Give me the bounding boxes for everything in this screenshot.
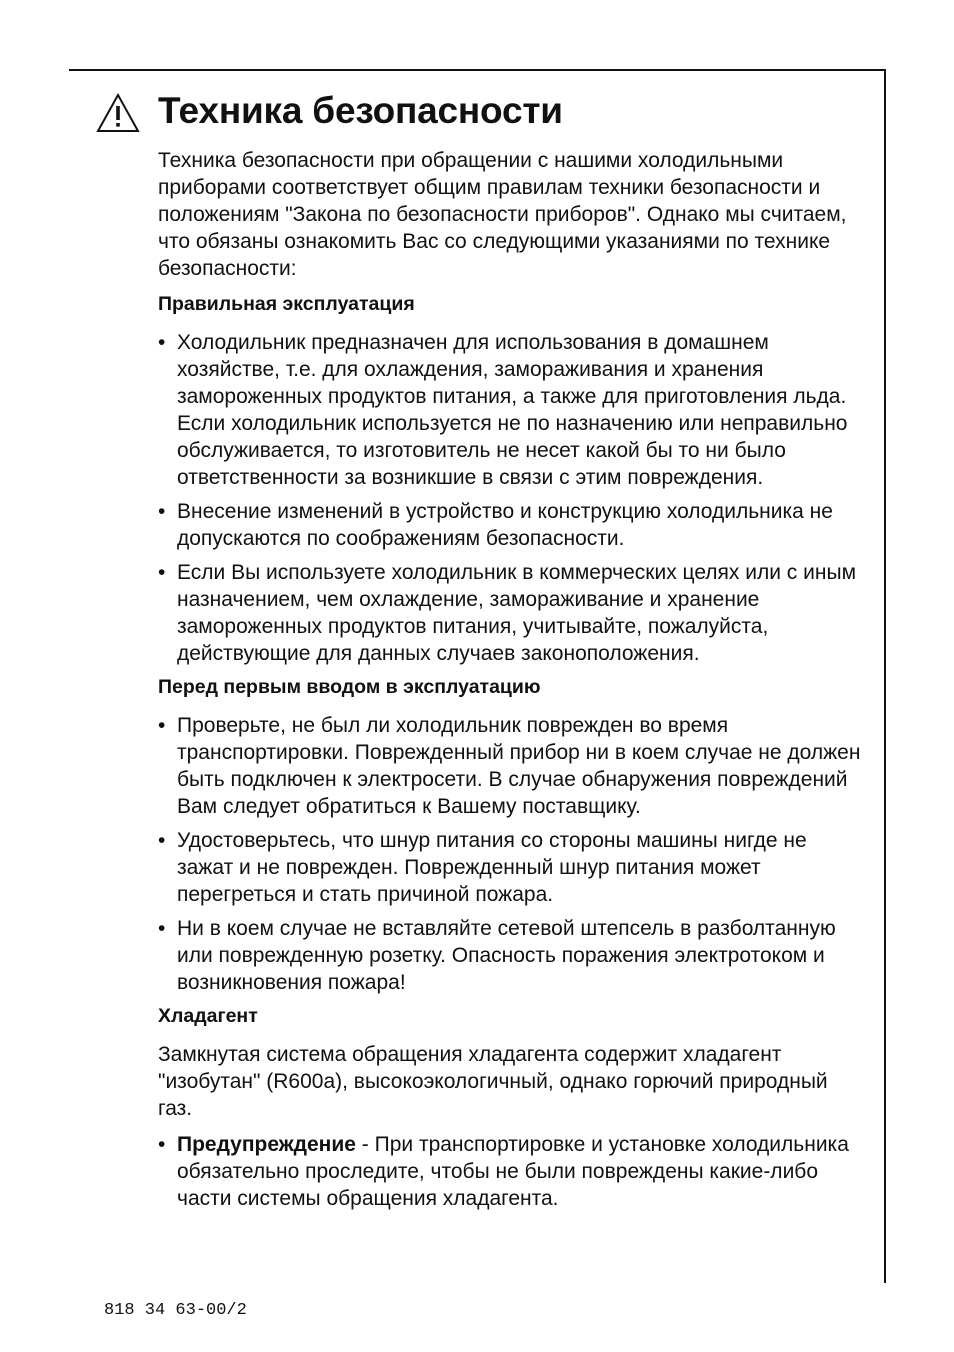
warning-label: Предупреждение <box>177 1133 356 1156</box>
first-use-list <box>158 712 862 996</box>
section-heading-first-use: Перед первым вводом в эксплуатацию <box>158 676 541 698</box>
proper-use-list <box>158 329 862 667</box>
warning-text: - При транспортировке и установке холодильника обязательно проследите, чтобы не были повреждены какие-либо части системы обращения хладагента. <box>177 1133 849 1210</box>
content <box>158 147 862 1212</box>
intro-paragraph: Техника безопасности при обращении с нашими холодильными приборами соответствует общим правилам техники безопасности и положениям "Закона по безопасности приборов". Однако мы считаем, что обязаны ознакомить Вас со следующими указаниями по технике безопасности: <box>158 149 847 280</box>
list-item: • Проверьте, не был ли холодильник поврежден во время транспортировки. Поврежденный прибор ни в коем случае не должен быть подключен к электросети. В случае обнаружения повреждений Вам следует обратиться к Вашему поставщику. <box>158 712 862 820</box>
list-item: • Если Вы используете холодильник в коммерческих целях или с иным назначением, чем охлаждение, замораживание и хранение замороженных продуктов питания, учитывайте, пожалуйста, действующие для данных случаев законоположения. <box>158 559 862 667</box>
section-heading-refrigerant: Хладагент <box>158 1005 258 1027</box>
list-item: • Внесение изменений в устройство и конструкцию холодильника не допускаются по соображениям безопасности. <box>158 498 862 552</box>
warning-list-item <box>158 1131 862 1212</box>
section-heading-proper-use: Правильная эксплуатация <box>158 293 415 315</box>
list-item: • Удостоверьтесь, что шнур питания со стороны машины нигде не зажат и не поврежден. Поврежденный шнур питания может перегреться и стать причиной пожара. <box>158 827 862 908</box>
list-item: • Холодильник предназначен для использования в домашнем хозяйстве, т.е. для охлаждения, замораживания и хранения замороженных продуктов питания, а также для приготовления льда. Если холодильник используется не по назначению или неправильно обслуживается, то изготовитель не несет какой бы то ни было ответственности за возникшие в связи с этим повреждения. <box>158 329 862 491</box>
refrigerant-list <box>158 1131 862 1212</box>
page-title: Техника безопасности <box>158 90 563 131</box>
refrigerant-paragraph: Замкнутая система обращения хладагента содержит хладагент "изобутан" (R600a), высокоэкологичный, однако горючий природный газ. <box>158 1043 828 1120</box>
document-number: 818 34 63-00/2 <box>104 1301 247 1320</box>
right-rule <box>884 69 886 1283</box>
top-rule <box>69 69 886 71</box>
warning-triangle-icon <box>96 93 140 133</box>
list-item: • Ни в коем случае не вставляйте сетевой штепсель в разболтанную или поврежденную розетку. Опасность поражения электротоком и возникновения пожара! <box>158 915 862 996</box>
